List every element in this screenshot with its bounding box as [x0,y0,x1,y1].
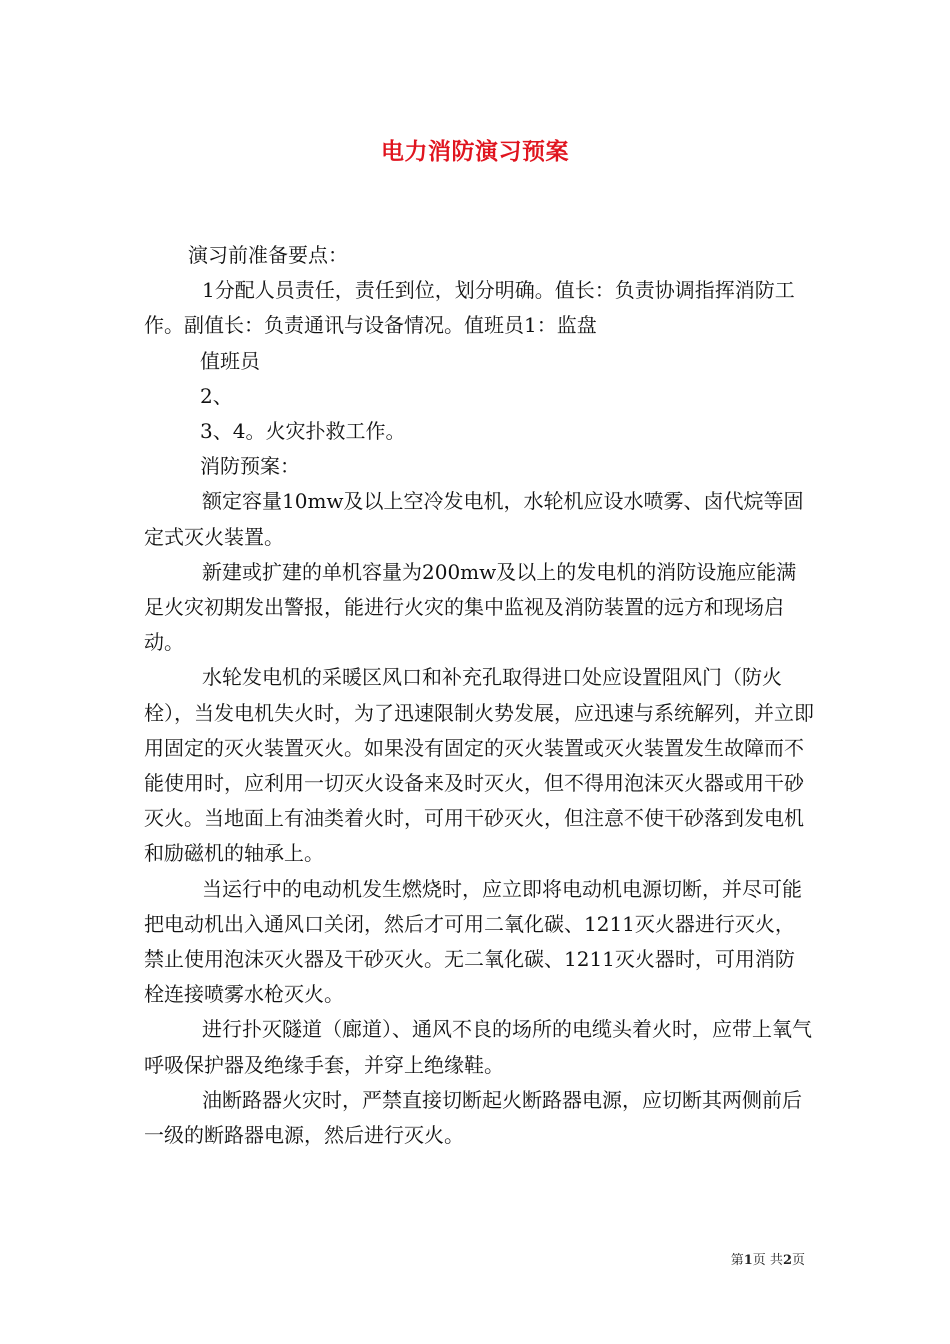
paragraph-staff-2: 2、 [200,383,233,408]
paragraph-hydro-generator: 水轮发电机的采暖区风口和补充孔取得进口处应设置阻风门（防火栓），当发电机失火时，为了迅速限制火势发展，应迅速与系统解列，并立即用固定的灭火装置灭火。如果没有固定的灭火装置或灭火装置发生故障而不能使用时，应利用一切灭火设备来及时灭火，但不得用泡沫灭火器或用干砂灭火。当地面上有油类着火时，可用干砂灭火，但注意不使干砂落到发电机和励磁机的轴承上。 [144,665,814,866]
footer-current-page: 1 [743,1253,753,1268]
paragraph-staff-3-4: 3、4。火灾扑救工作。 [200,419,406,444]
paragraph-prep-heading: 演习前准备要点： [188,243,348,267]
document-title: 电力消防演习预案 [381,138,569,165]
paragraph-breaker-fire: 油断路器火灾时，严禁直接切断起火断路器电源，应切断其两侧前后一级的断路器电源，然后进行灭火。 [144,1087,802,1148]
paragraph-motor-fire: 当运行中的电动机发生燃烧时，应立即将电动机电源切断，并尽可能把电动机出入通风口关闭，然后才可用二氧化碳、1211灭火器进行灭火，禁止使用泡沫灭火器及干砂灭火。无二氧化碳、1211灭火器时，可用消防栓连接喷雾水枪灭火。 [144,876,802,1007]
footer-suffix: 页 [791,1253,805,1268]
document-body [144,238,814,1153]
paragraph-plan-heading: 消防预案： [200,454,300,479]
footer-prefix: 第 [730,1253,744,1268]
paragraph-duty-staff: 值班员 [200,348,260,373]
paragraph-cable-fire: 进行扑灭隧道（廊道）、通风不良的场所的电缆头着火时，应带上氧气呼吸保护器及绝缘手套，并穿上绝缘鞋。 [144,1017,812,1077]
footer-middle: 页 共 [752,1253,783,1268]
paragraph-new-units: 新建或扩建的单机容量为200mw及以上的发电机的消防设施应能满足火灾初期发出警报，能进行火灾的集中监视及消防装置的远方和现场启动。 [144,559,797,655]
page-footer [731,1249,805,1268]
paragraph-air-cooled-generator: 额定容量10mw及以上空冷发电机，水轮机应设水喷雾、卤代烷等固定式灭火装置。 [144,489,804,549]
paragraph-assign-duties: 1分配人员责任，责任到位，划分明确。值长：负责协调指挥消防工作。副值长：负责通讯与设备情况。值班员1：监盘 [144,278,795,338]
footer-total-pages: 2 [782,1253,792,1268]
